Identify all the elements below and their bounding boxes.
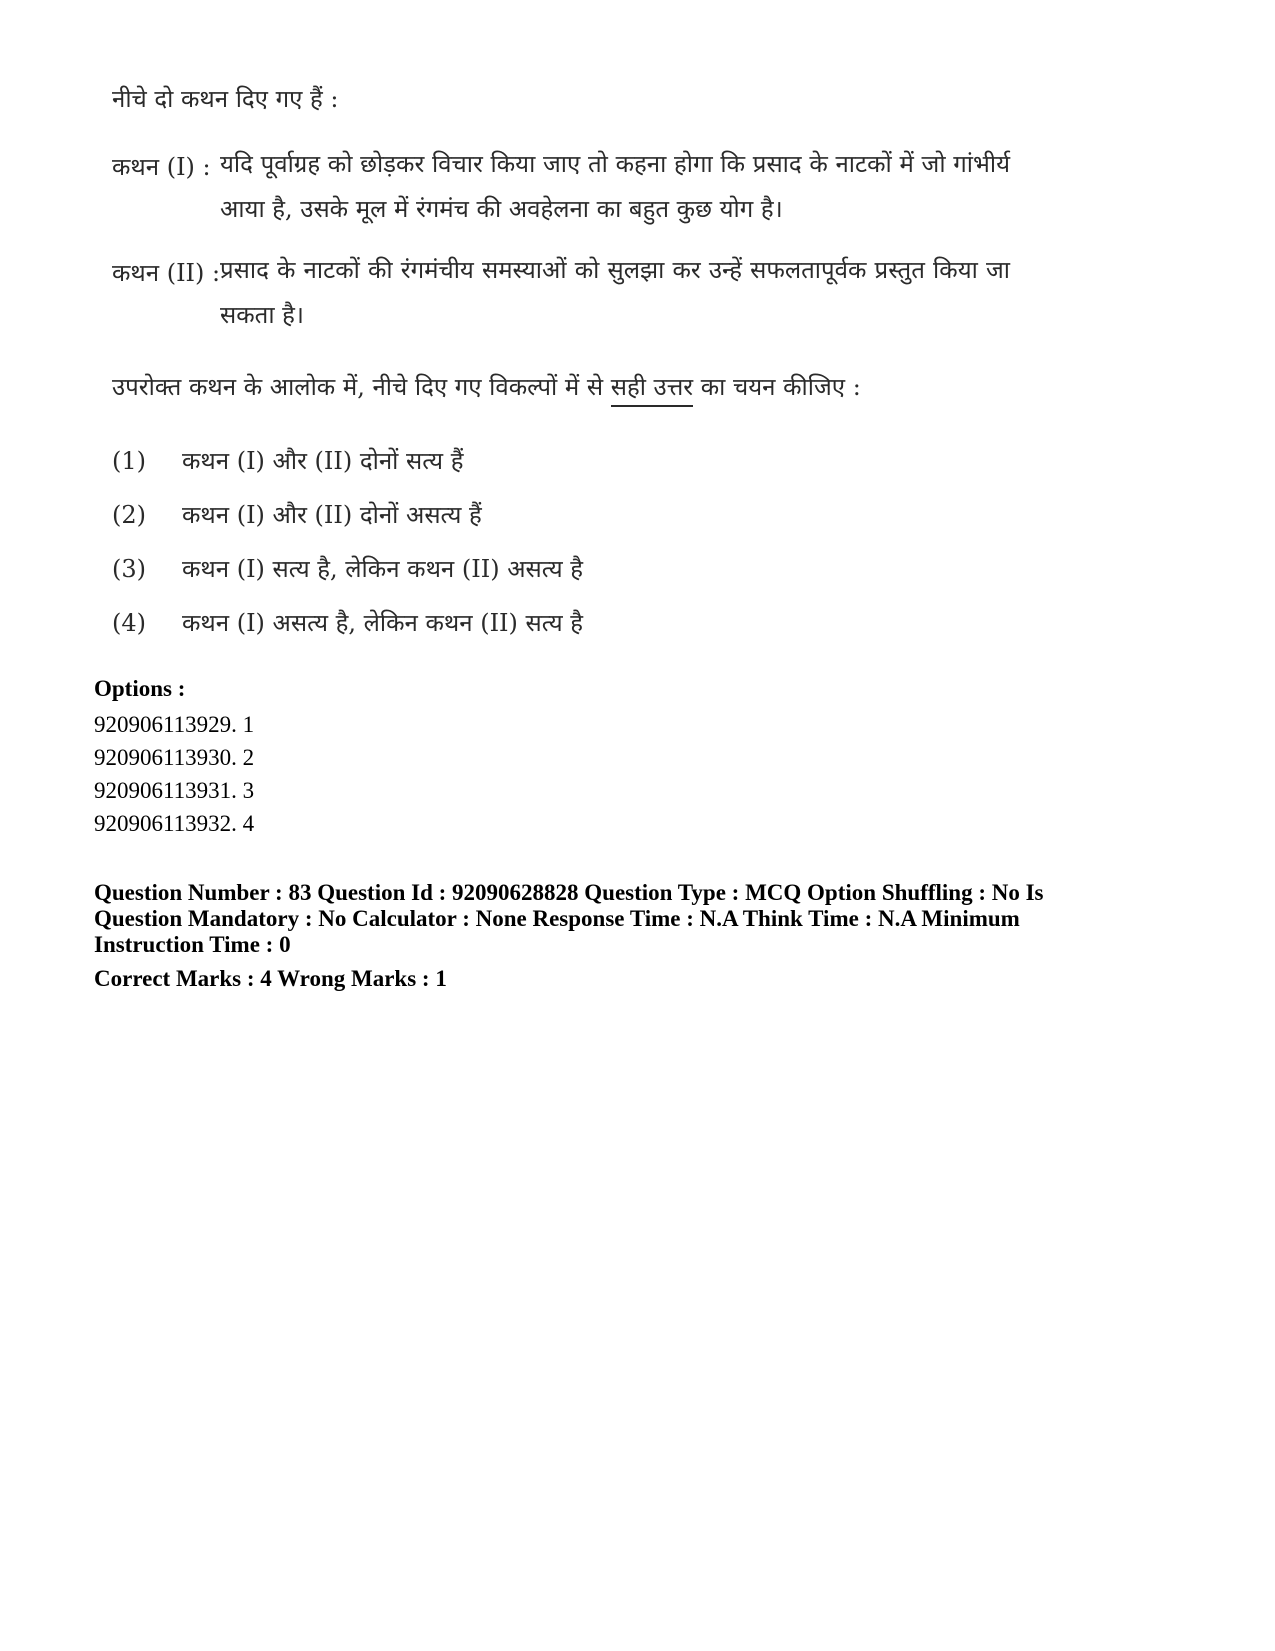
choice-3-text: कथन (I) सत्य है, लेकिन कथन (II) असत्य है — [182, 555, 584, 583]
statement-2-label: कथन (II) : — [112, 259, 221, 287]
statement-1-text: यदि पूर्वाग्रह को छोड़कर विचार किया जाए तो कहना होगा कि प्रसाद के नाटकों में जो गांभीर्य आया है, उसके मूल में रंगमंच की अवहेलना का बहुत कुछ योग है। — [220, 150, 1010, 223]
choice-2-text: कथन (I) और (II) दोनों असत्य हैं — [182, 501, 482, 529]
choice-1 — [112, 444, 463, 477]
choice-3 — [112, 552, 583, 585]
option-item-2: 920906113930. 2 — [94, 745, 255, 770]
question-prompt — [112, 370, 861, 403]
option-item-4: 920906113932. 4 — [94, 811, 255, 836]
option-item-1: 920906113929. 1 — [94, 712, 255, 737]
question-marks: Correct Marks : 4 Wrong Marks : 1 — [94, 966, 447, 991]
options-heading: Options : — [94, 676, 186, 701]
statement-2-text: प्रसाद के नाटकों की रंगमंचीय समस्याओं को सुलझा कर उन्हें सफलतापूर्वक प्रस्तुत किया जा सकता है। — [220, 256, 1010, 329]
prompt-underlined: सही उत्तर — [611, 373, 693, 407]
choice-1-number: (1) — [112, 447, 146, 475]
choice-2-number: (2) — [112, 501, 146, 529]
prompt-before: उपरोक्त कथन के आलोक में, नीचे दिए गए विकल्पों में से — [112, 373, 611, 401]
choice-2 — [112, 498, 482, 531]
statement-1-label: कथन (I) : — [112, 153, 211, 181]
option-item-3: 920906113931. 3 — [94, 778, 255, 803]
options-list — [94, 708, 254, 840]
question-intro: नीचे दो कथन दिए गए हैं : — [112, 85, 339, 113]
prompt-after: का चयन कीजिए : — [693, 373, 861, 401]
choice-4-number: (4) — [112, 609, 146, 637]
question-info: Question Number : 83 Question Id : 92090628828 Question Type : MCQ Option Shuffling : No Is Question Mandatory : No Calculator : None Response Time : N.A Think Time : N.A Minimum Instruction Time : 0 — [94, 880, 1044, 957]
choice-4-text: कथन (I) असत्य है, लेकिन कथन (II) सत्य है — [182, 609, 584, 637]
choice-3-number: (3) — [112, 555, 146, 583]
choice-4 — [112, 606, 583, 639]
choice-1-text: कथन (I) और (II) दोनों सत्य हैं — [182, 447, 464, 475]
